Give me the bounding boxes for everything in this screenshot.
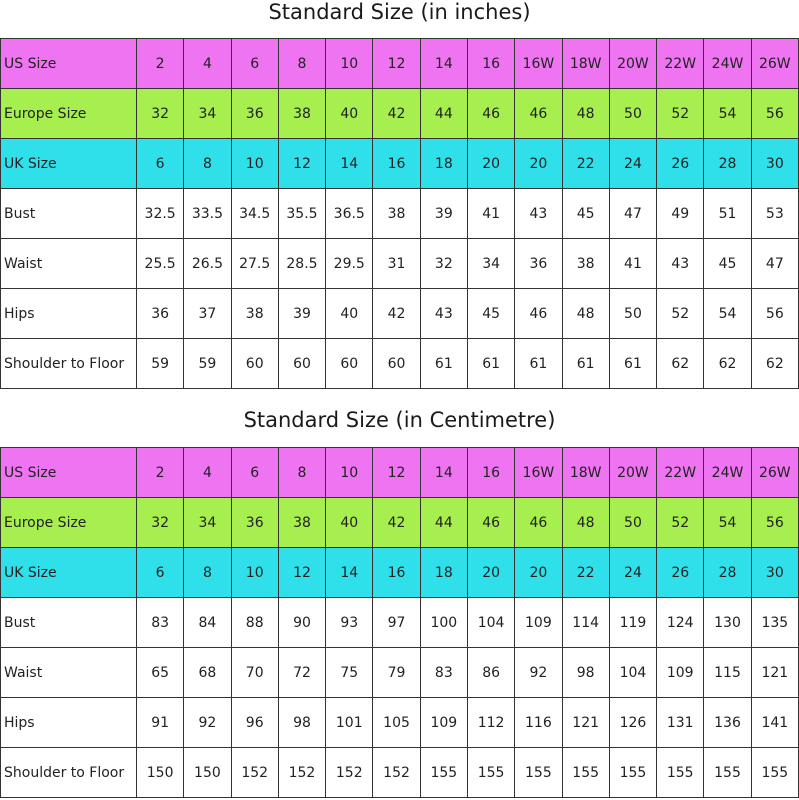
waist-row	[1, 648, 799, 698]
size-cell: 4	[184, 39, 231, 89]
size-cell: 12	[373, 39, 420, 89]
size-cell: 12	[278, 139, 325, 189]
size-cell: 14	[420, 39, 467, 89]
size-cell: 46	[467, 89, 514, 139]
size-cell: 14	[326, 139, 373, 189]
size-cell: 26	[657, 548, 704, 598]
size-cell: 8	[278, 448, 325, 498]
size-cell: 97	[373, 598, 420, 648]
row-label: Waist	[1, 239, 137, 289]
size-cell: 50	[609, 498, 656, 548]
size-cell: 59	[137, 339, 184, 389]
size-cell: 62	[657, 339, 704, 389]
size-cell: 30	[751, 139, 798, 189]
size-cell: 28	[704, 139, 751, 189]
size-cell: 38	[231, 289, 278, 339]
size-cell: 16W	[515, 39, 562, 89]
size-cell: 61	[609, 339, 656, 389]
row-label: UK Size	[1, 548, 137, 598]
size-cell: 135	[751, 598, 798, 648]
size-cell: 32	[420, 239, 467, 289]
size-cell: 100	[420, 598, 467, 648]
size-cell: 16	[373, 548, 420, 598]
size-cell: 40	[326, 89, 373, 139]
size-cell: 12	[373, 448, 420, 498]
size-cell: 52	[657, 289, 704, 339]
size-cell: 53	[751, 189, 798, 239]
size-cell: 42	[373, 498, 420, 548]
size-cell: 26W	[751, 448, 798, 498]
size-cell: 83	[137, 598, 184, 648]
size-cell: 6	[137, 548, 184, 598]
size-cell: 38	[373, 189, 420, 239]
size-cell: 47	[751, 239, 798, 289]
size-cell: 18W	[562, 39, 609, 89]
size-cell: 152	[373, 748, 420, 798]
row-label: Hips	[1, 289, 137, 339]
size-cell: 98	[278, 698, 325, 748]
size-cell: 6	[137, 139, 184, 189]
size-cell: 39	[278, 289, 325, 339]
size-cell: 22W	[657, 448, 704, 498]
size-cell: 46	[515, 498, 562, 548]
size-cell: 25.5	[137, 239, 184, 289]
size-cell: 36	[231, 498, 278, 548]
size-cell: 16	[373, 139, 420, 189]
size-cell: 6	[231, 39, 278, 89]
row-label: US Size	[1, 448, 137, 498]
size-cell: 61	[562, 339, 609, 389]
size-cell: 70	[231, 648, 278, 698]
size-cell: 38	[278, 89, 325, 139]
us-size-row	[1, 39, 799, 89]
size-cell: 60	[326, 339, 373, 389]
size-cell: 104	[467, 598, 514, 648]
size-cell: 40	[326, 289, 373, 339]
size-cell: 10	[231, 139, 278, 189]
size-cell: 49	[657, 189, 704, 239]
size-cell: 84	[184, 598, 231, 648]
size-cell: 93	[326, 598, 373, 648]
waist-row	[1, 239, 799, 289]
size-cell: 109	[657, 648, 704, 698]
size-cell: 18	[420, 548, 467, 598]
size-cell: 40	[326, 498, 373, 548]
size-cell: 26W	[751, 39, 798, 89]
size-cell: 36	[137, 289, 184, 339]
size-cell: 155	[751, 748, 798, 798]
size-cell: 33.5	[184, 189, 231, 239]
size-cell: 112	[467, 698, 514, 748]
size-cell: 43	[420, 289, 467, 339]
size-cell: 155	[467, 748, 514, 798]
inches-size-table	[0, 38, 799, 389]
size-cell: 4	[184, 448, 231, 498]
size-cell: 121	[562, 698, 609, 748]
row-label: Bust	[1, 189, 137, 239]
size-cell: 22	[562, 139, 609, 189]
size-cell: 45	[562, 189, 609, 239]
size-cell: 86	[467, 648, 514, 698]
size-cell: 12	[278, 548, 325, 598]
centimetre-table-title: Standard Size (in Centimetre)	[243, 408, 556, 432]
size-cell: 155	[609, 748, 656, 798]
size-cell: 20	[467, 139, 514, 189]
size-cell: 38	[278, 498, 325, 548]
row-label: Hips	[1, 698, 137, 748]
size-cell: 150	[137, 748, 184, 798]
size-cell: 114	[562, 598, 609, 648]
size-cell: 42	[373, 289, 420, 339]
size-cell: 34.5	[231, 189, 278, 239]
size-cell: 2	[137, 39, 184, 89]
size-cell: 62	[751, 339, 798, 389]
row-label: Shoulder to Floor	[1, 748, 137, 798]
us-size-row	[1, 448, 799, 498]
size-cell: 16	[467, 448, 514, 498]
size-cell: 8	[184, 548, 231, 598]
size-cell: 35.5	[278, 189, 325, 239]
size-cell: 16	[467, 39, 514, 89]
size-cell: 27.5	[231, 239, 278, 289]
size-cell: 31	[373, 239, 420, 289]
size-cell: 24	[609, 139, 656, 189]
size-cell: 51	[704, 189, 751, 239]
hips-row	[1, 289, 799, 339]
size-cell: 14	[420, 448, 467, 498]
size-cell: 50	[609, 89, 656, 139]
uk-size-row	[1, 139, 799, 189]
size-cell: 98	[562, 648, 609, 698]
size-cell: 32	[137, 498, 184, 548]
size-cell: 60	[231, 339, 278, 389]
size-cell: 10	[326, 39, 373, 89]
size-cell: 56	[751, 289, 798, 339]
centimetre-size-table	[0, 447, 799, 798]
size-cell: 22W	[657, 39, 704, 89]
size-cell: 75	[326, 648, 373, 698]
size-cell: 10	[326, 448, 373, 498]
row-label: UK Size	[1, 139, 137, 189]
size-cell: 54	[704, 498, 751, 548]
row-label: Europe Size	[1, 498, 137, 548]
size-cell: 115	[704, 648, 751, 698]
size-cell: 14	[326, 548, 373, 598]
shoulder-to-floor-row	[1, 748, 799, 798]
size-cell: 105	[373, 698, 420, 748]
size-cell: 141	[751, 698, 798, 748]
size-cell: 28	[704, 548, 751, 598]
size-cell: 22	[562, 548, 609, 598]
size-cell: 61	[467, 339, 514, 389]
bust-row	[1, 189, 799, 239]
row-label: Waist	[1, 648, 137, 698]
size-cell: 20	[467, 548, 514, 598]
size-cell: 119	[609, 598, 656, 648]
row-label: Europe Size	[1, 89, 137, 139]
size-cell: 72	[278, 648, 325, 698]
size-cell: 32.5	[137, 189, 184, 239]
size-cell: 46	[515, 289, 562, 339]
size-cell: 68	[184, 648, 231, 698]
size-cell: 65	[137, 648, 184, 698]
hips-row	[1, 698, 799, 748]
size-cell: 8	[184, 139, 231, 189]
size-cell: 109	[420, 698, 467, 748]
size-cell: 18W	[562, 448, 609, 498]
size-cell: 155	[657, 748, 704, 798]
size-cell: 26	[657, 139, 704, 189]
size-cell: 43	[515, 189, 562, 239]
size-cell: 39	[420, 189, 467, 239]
size-cell: 152	[278, 748, 325, 798]
size-cell: 6	[231, 448, 278, 498]
size-cell: 54	[704, 289, 751, 339]
size-cell: 10	[231, 548, 278, 598]
size-cell: 20	[515, 139, 562, 189]
size-cell: 26.5	[184, 239, 231, 289]
size-cell: 41	[467, 189, 514, 239]
size-cell: 18	[420, 139, 467, 189]
bust-row	[1, 598, 799, 648]
size-cell: 56	[751, 89, 798, 139]
size-cell: 52	[657, 498, 704, 548]
size-cell: 38	[562, 239, 609, 289]
size-cell: 101	[326, 698, 373, 748]
size-cell: 61	[420, 339, 467, 389]
size-cell: 109	[515, 598, 562, 648]
size-cell: 28.5	[278, 239, 325, 289]
size-cell: 30	[751, 548, 798, 598]
size-cell: 56	[751, 498, 798, 548]
size-cell: 92	[184, 698, 231, 748]
size-cell: 44	[420, 498, 467, 548]
size-cell: 45	[704, 239, 751, 289]
europe-size-row	[1, 498, 799, 548]
size-cell: 59	[184, 339, 231, 389]
size-cell: 24	[609, 548, 656, 598]
size-cell: 60	[278, 339, 325, 389]
size-cell: 155	[420, 748, 467, 798]
size-cell: 20W	[609, 39, 656, 89]
size-cell: 91	[137, 698, 184, 748]
size-cell: 104	[609, 648, 656, 698]
size-cell: 36	[515, 239, 562, 289]
size-cell: 34	[184, 89, 231, 139]
size-cell: 121	[751, 648, 798, 698]
size-cell: 126	[609, 698, 656, 748]
size-cell: 96	[231, 698, 278, 748]
size-cell: 48	[562, 89, 609, 139]
size-cell: 34	[467, 239, 514, 289]
size-cell: 46	[515, 89, 562, 139]
size-cell: 92	[515, 648, 562, 698]
size-cell: 116	[515, 698, 562, 748]
europe-size-row	[1, 89, 799, 139]
size-cell: 41	[609, 239, 656, 289]
size-cell: 62	[704, 339, 751, 389]
size-cell: 24W	[704, 448, 751, 498]
size-cell: 43	[657, 239, 704, 289]
size-cell: 45	[467, 289, 514, 339]
size-cell: 152	[326, 748, 373, 798]
inches-table-title: Standard Size (in inches)	[268, 0, 531, 24]
size-cell: 60	[373, 339, 420, 389]
size-cell: 48	[562, 498, 609, 548]
size-cell: 36	[231, 89, 278, 139]
size-cell: 50	[609, 289, 656, 339]
size-cell: 83	[420, 648, 467, 698]
size-cell: 20	[515, 548, 562, 598]
size-cell: 79	[373, 648, 420, 698]
size-cell: 2	[137, 448, 184, 498]
size-cell: 136	[704, 698, 751, 748]
size-cell: 20W	[609, 448, 656, 498]
size-cell: 61	[515, 339, 562, 389]
size-cell: 54	[704, 89, 751, 139]
size-cell: 88	[231, 598, 278, 648]
size-cell: 150	[184, 748, 231, 798]
uk-size-row	[1, 548, 799, 598]
size-cell: 24W	[704, 39, 751, 89]
size-cell: 152	[231, 748, 278, 798]
size-cell: 46	[467, 498, 514, 548]
size-cell: 52	[657, 89, 704, 139]
row-label: Shoulder to Floor	[1, 339, 137, 389]
size-cell: 124	[657, 598, 704, 648]
size-cell: 44	[420, 89, 467, 139]
size-cell: 34	[184, 498, 231, 548]
size-cell: 47	[609, 189, 656, 239]
size-cell: 155	[704, 748, 751, 798]
row-label: Bust	[1, 598, 137, 648]
size-cell: 16W	[515, 448, 562, 498]
shoulder-to-floor-row	[1, 339, 799, 389]
size-cell: 130	[704, 598, 751, 648]
size-cell: 90	[278, 598, 325, 648]
size-cell: 155	[562, 748, 609, 798]
size-cell: 131	[657, 698, 704, 748]
size-cell: 32	[137, 89, 184, 139]
size-cell: 36.5	[326, 189, 373, 239]
size-cell: 8	[278, 39, 325, 89]
size-cell: 42	[373, 89, 420, 139]
row-label: US Size	[1, 39, 137, 89]
size-cell: 155	[515, 748, 562, 798]
size-cell: 37	[184, 289, 231, 339]
size-cell: 29.5	[326, 239, 373, 289]
size-cell: 48	[562, 289, 609, 339]
